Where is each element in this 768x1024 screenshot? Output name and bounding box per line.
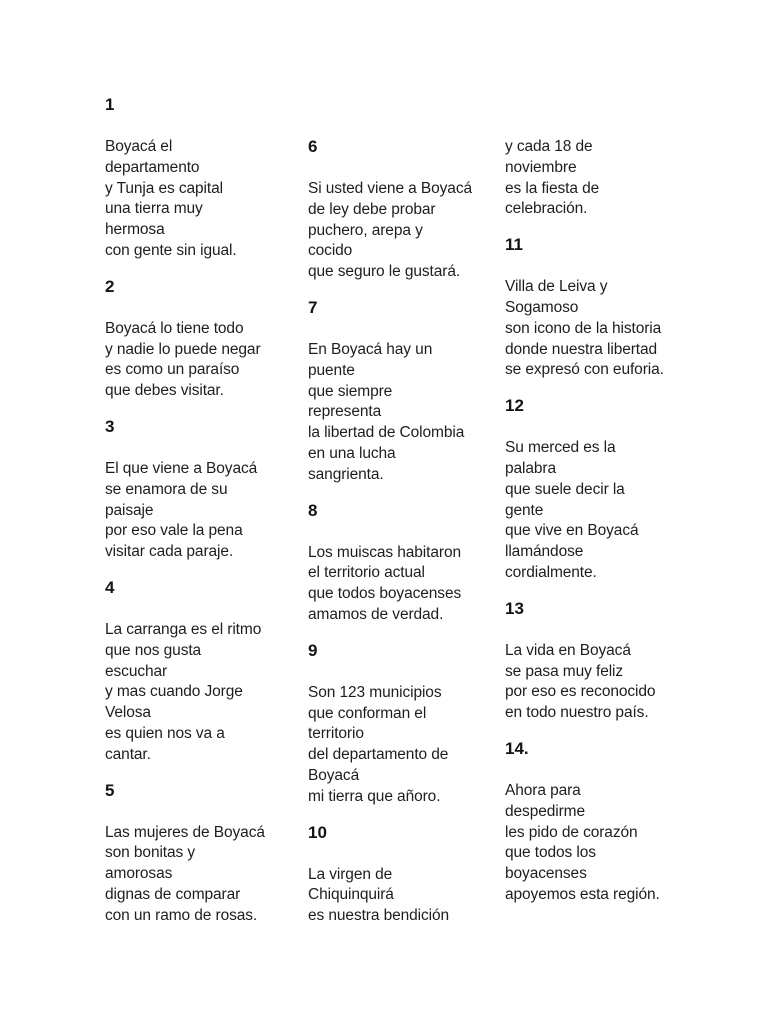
verse-4-number: 4 [105, 577, 115, 597]
verse-line: amamos de verdad. [308, 605, 444, 623]
verse-line: la libertad de Colombia [308, 424, 465, 442]
verse-line: se pasa muy feliz [505, 662, 624, 680]
verse-line: llamándose [505, 543, 584, 561]
verse-line: Chiquinquirá [308, 886, 394, 904]
verse-line: representa [308, 403, 382, 421]
verse-line: se expresó con euforia. [505, 361, 664, 379]
verse-3 [105, 417, 301, 563]
verse-3-text [105, 459, 301, 563]
verse-line: Boyacá [308, 766, 360, 784]
verse-line: La carranga es el ritmo [105, 620, 262, 638]
verse-4 [105, 578, 301, 766]
verse-8-text [308, 543, 500, 626]
verse-line: departamento [105, 158, 200, 176]
verse-line: dignas de comparar [105, 885, 241, 903]
verse-line: en una lucha [308, 444, 396, 462]
verse-line: Boyacá lo tiene todo [105, 319, 244, 337]
verse-5-number: 5 [105, 780, 115, 800]
verse-9 [308, 641, 500, 808]
verse-line: apoyemos esta región. [505, 885, 660, 903]
verse-line: visitar cada paraje. [105, 543, 234, 561]
verse-1 [105, 95, 301, 262]
verse-8 [308, 501, 500, 626]
verse-line: escuchar [105, 662, 168, 680]
verse-line: Los muiscas habitaron [308, 543, 461, 561]
verse-5 [105, 781, 301, 927]
verse-4-text [105, 620, 301, 766]
verse-6-text [308, 179, 500, 283]
verse-10-continued-text [505, 137, 710, 220]
verse-line: una tierra muy [105, 200, 203, 218]
verse-line: cocido [308, 242, 353, 260]
verse-line: por eso es reconocido [505, 683, 656, 701]
column-2 [308, 137, 500, 942]
verse-11 [505, 235, 710, 381]
verse-line: La virgen de [308, 865, 393, 883]
verse-line: y mas cuando Jorge [105, 683, 243, 701]
verse-line: que suele decir la [505, 480, 625, 498]
verse-line: mi tierra que añoro. [308, 787, 441, 805]
verse-6 [308, 137, 500, 283]
verse-line: Ahora para [505, 781, 581, 799]
verse-line: y nadie lo puede negar [105, 340, 261, 358]
verse-line: territorio [308, 725, 364, 743]
verse-line: cordialmente. [505, 563, 597, 581]
verse-line: donde nuestra libertad [505, 340, 658, 358]
verse-line: Si usted viene a Boyacá [308, 180, 472, 197]
verse-line: palabra [505, 459, 557, 477]
verse-14-number: 14. [505, 738, 529, 758]
verse-line: puchero, arepa y [308, 221, 423, 239]
verse-line: amorosas [105, 865, 173, 883]
verse-line: Su merced es la [505, 439, 616, 457]
verse-line: noviembre [505, 158, 577, 176]
verse-line: es la fiesta de [505, 179, 600, 197]
verse-5-text [105, 823, 301, 927]
verse-line: Boyacá el [105, 138, 173, 155]
verse-line: puente [308, 361, 355, 379]
verse-line: el territorio actual [308, 564, 425, 582]
verse-3-number: 3 [105, 416, 115, 436]
verse-line: El que viene a Boyacá [105, 459, 258, 477]
verse-line: que seguro le gustará. [308, 263, 461, 281]
verse-line: que vive en Boyacá [505, 522, 639, 540]
verse-line: y Tunja es capital [105, 179, 223, 197]
verse-13 [505, 599, 710, 724]
verse-7-number: 7 [308, 297, 318, 317]
verse-11-number: 11 [505, 235, 523, 255]
verse-line: Velosa [105, 704, 151, 722]
verse-2-number: 2 [105, 276, 115, 296]
verse-line: que debes visitar. [105, 382, 224, 400]
column-3 [505, 137, 710, 921]
column-1 [105, 95, 301, 942]
verse-7 [308, 298, 500, 486]
verse-7-text [308, 340, 500, 486]
verse-line: cantar. [105, 745, 151, 763]
verse-line: que todos los [505, 844, 596, 862]
verse-line: que siempre [308, 382, 393, 400]
verse-6-number: 6 [308, 137, 318, 156]
verse-line: La vida en Boyacá [505, 641, 631, 659]
verse-line: En Boyacá hay un [308, 340, 433, 358]
verse-10-continued [505, 137, 710, 220]
verse-line: del departamento de [308, 746, 449, 764]
verse-line: boyacenses [505, 865, 587, 883]
verse-line: sangrienta. [308, 465, 384, 483]
verse-1-number: 1 [105, 95, 115, 114]
verse-10-number: 10 [308, 822, 327, 842]
verse-line: Las mujeres de Boyacá [105, 823, 265, 841]
verse-12-number: 12 [505, 396, 524, 416]
verse-line: por eso vale la pena [105, 522, 243, 540]
verse-line: con un ramo de rosas. [105, 906, 258, 924]
verse-line: se enamora de su [105, 480, 228, 498]
verse-line: es como un paraíso [105, 361, 240, 379]
verse-line: Sogamoso [505, 298, 579, 316]
verse-line: es quien nos va a [105, 724, 225, 742]
verse-line: Villa de Leiva y [505, 278, 608, 296]
verse-10-text [308, 865, 500, 927]
verse-line: hermosa [105, 221, 165, 239]
verse-12-text [505, 438, 710, 584]
verse-line: celebración. [505, 200, 588, 218]
verse-9-text [308, 683, 500, 808]
verse-14-text [505, 781, 710, 906]
verse-line: gente [505, 501, 544, 519]
verse-13-number: 13 [505, 598, 524, 618]
verse-12 [505, 396, 710, 584]
verse-line: que conforman el [308, 704, 427, 722]
verse-14 [505, 739, 710, 906]
verse-line: son icono de la historia [505, 319, 662, 337]
verse-line: con gente sin igual. [105, 241, 237, 259]
verse-line: es nuestra bendición [308, 907, 450, 925]
verse-line: despedirme [505, 802, 585, 820]
verse-line: Son 123 municipios [308, 683, 442, 701]
verse-line: de ley debe probar [308, 200, 436, 218]
verse-line: les pido de corazón [505, 823, 638, 841]
verse-2-text [105, 319, 301, 402]
verse-line: paisaje [105, 501, 154, 519]
verse-1-text [105, 137, 301, 262]
verse-11-text [505, 277, 710, 381]
verse-line: en todo nuestro país. [505, 704, 649, 722]
verse-8-number: 8 [308, 500, 318, 520]
verse-line: son bonitas y [105, 844, 196, 862]
verse-line: y cada 18 de [505, 138, 593, 155]
verse-line: que todos boyacenses [308, 585, 462, 603]
verse-2 [105, 277, 301, 402]
verse-13-text [505, 641, 710, 724]
verse-10 [308, 823, 500, 927]
verse-line: que nos gusta [105, 641, 202, 659]
verse-9-number: 9 [308, 640, 318, 660]
